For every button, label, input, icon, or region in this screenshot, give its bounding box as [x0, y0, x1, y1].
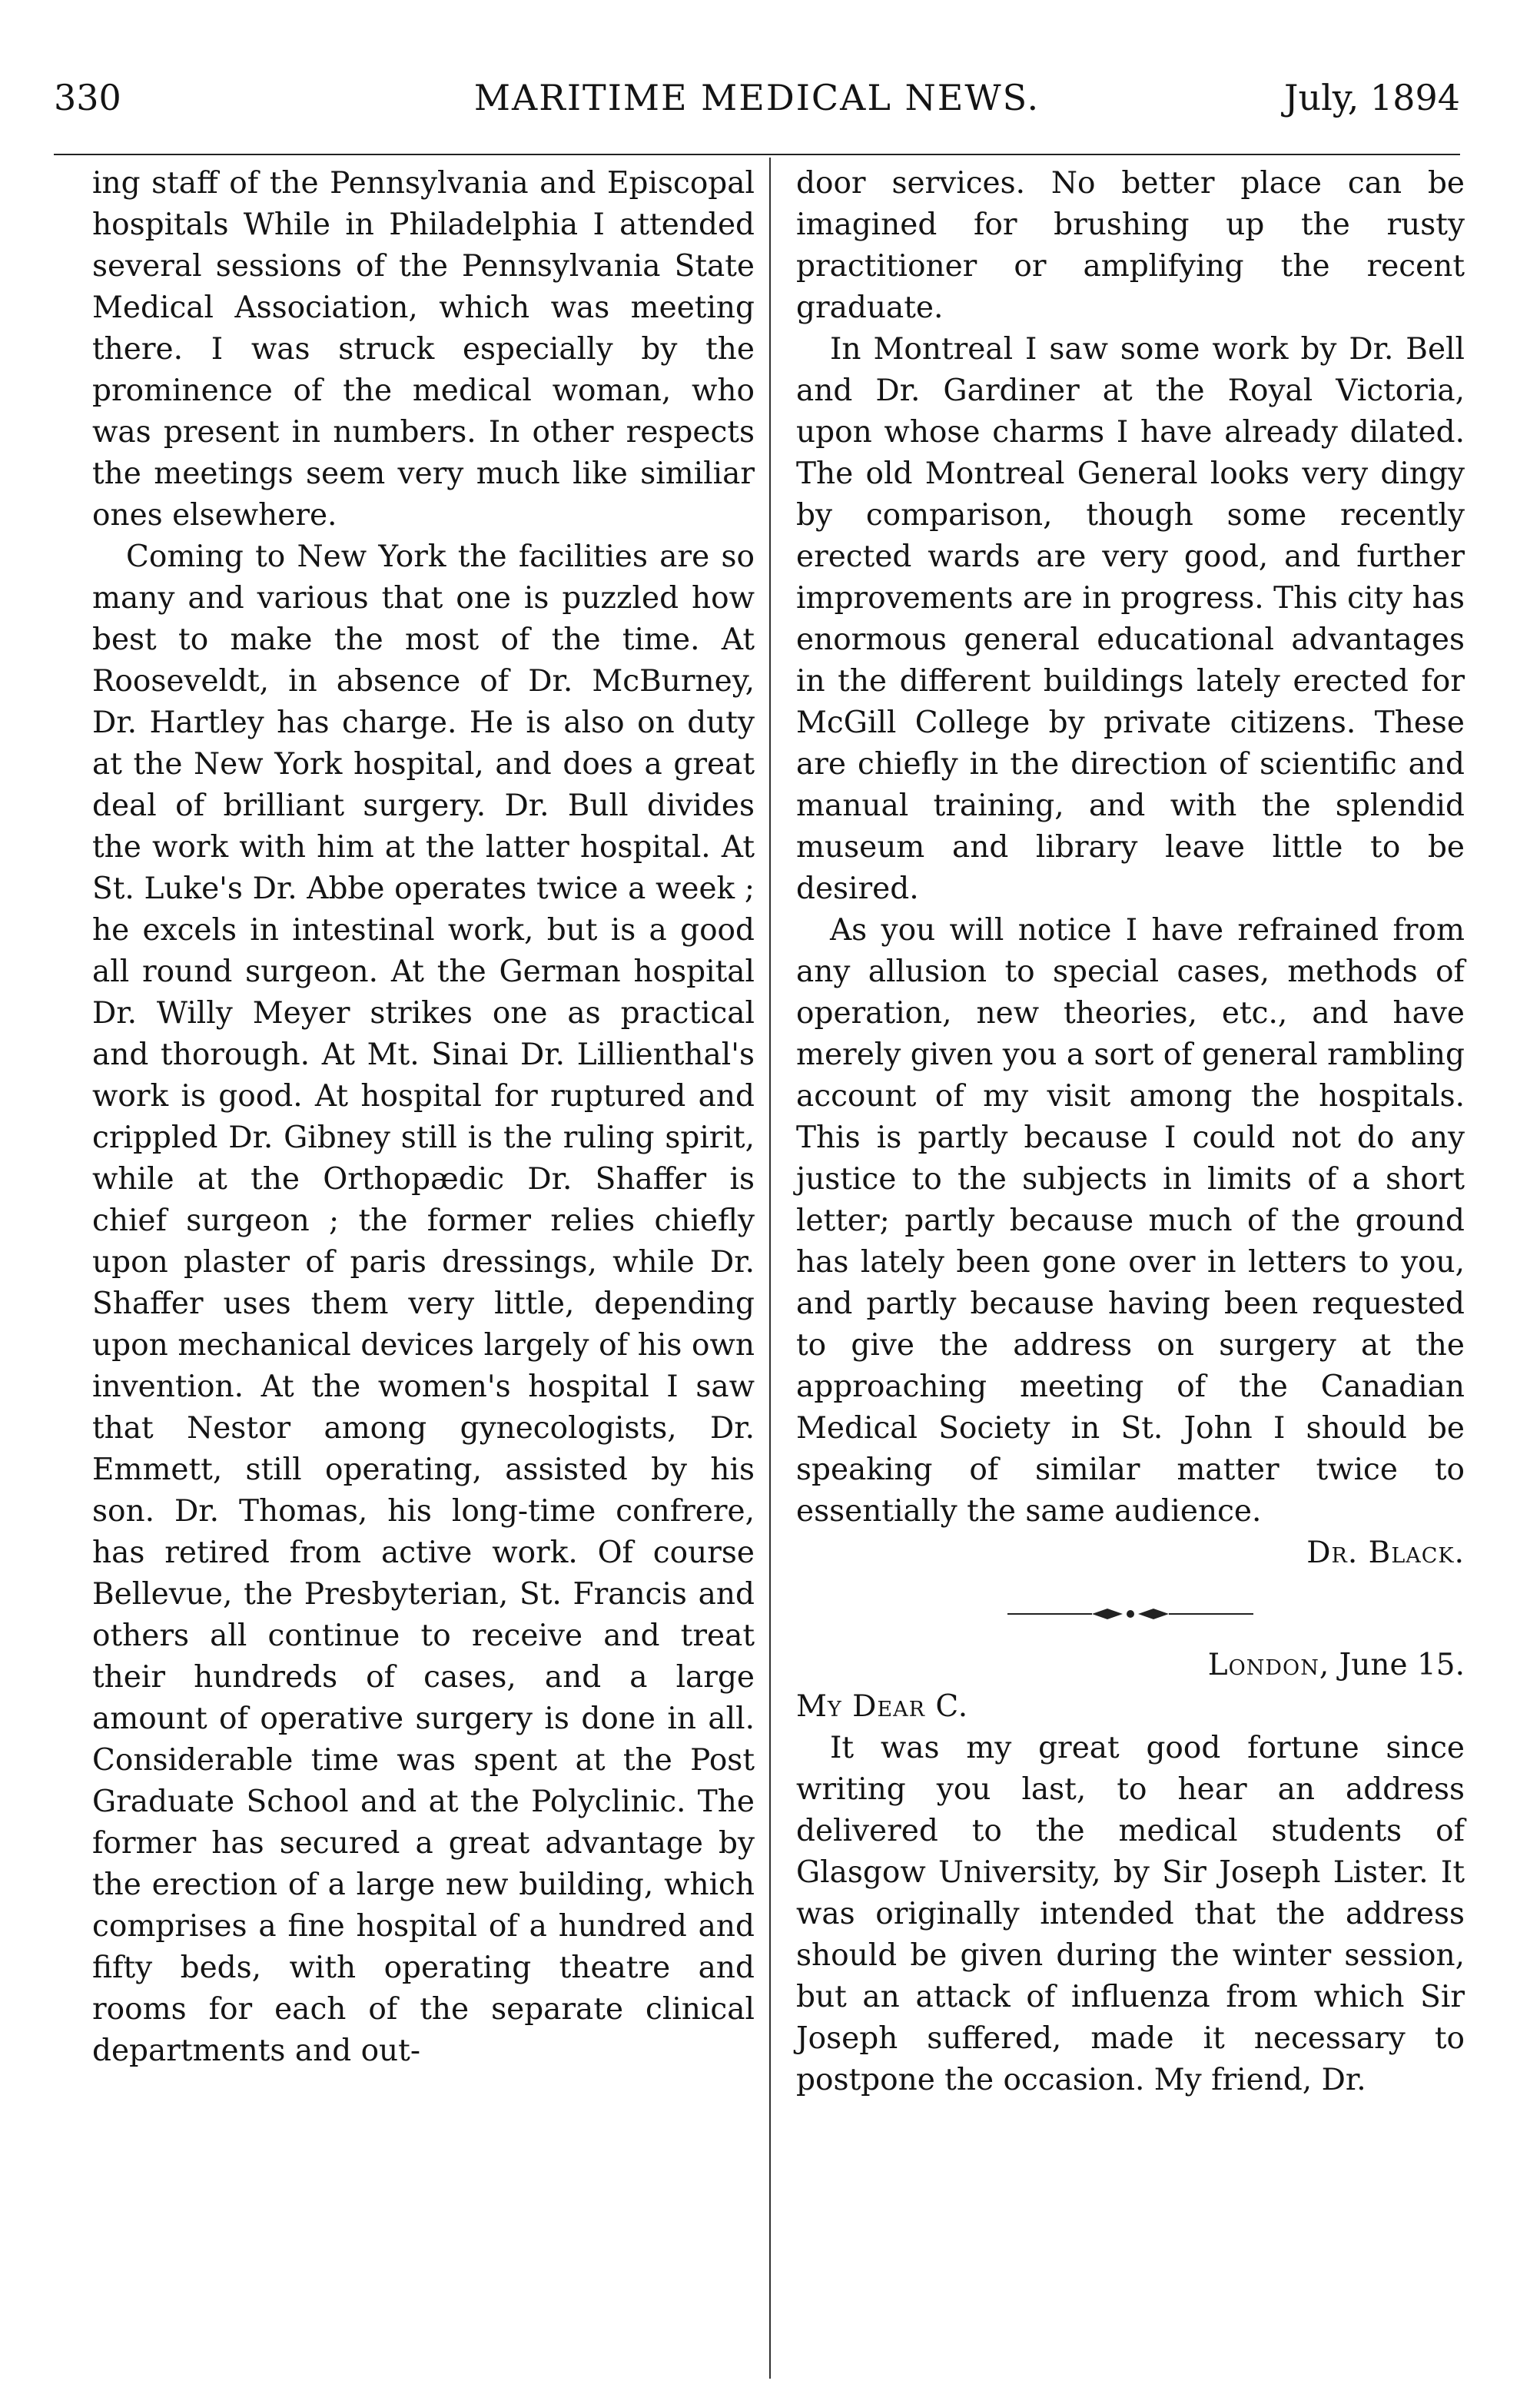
left-column — [92, 163, 755, 2072]
paragraph-lister-letter: It was my great good fortune since writing you last, to hear an address delivered to the medical students of Glasgow University, by Sir Joseph Lister. It was originally intended that the address should be given during the winter session, but an attack of influenza from which Sir Joseph suffered, made it necessary to postpone the occasion. My friend, Dr. — [796, 1731, 1465, 2097]
paragraph-continued: ing staff of the Pennsylvania and Episcopal hospitals While in Philadelphia I attended several sessions of the Pennsylvania State Medical Association, which was meeting there. I was struck especially by the prominence of the medical woman, who was present in numbers. In other respects the meetings seem very much like similiar ones elsewhere. — [92, 166, 755, 533]
author-signature: Dr. Black. — [1306, 1536, 1465, 1570]
paragraph-closing-remarks: As you will notice I have refrained from any allusion to special cases, methods of operation, new theories, etc., and have merely given you a sort of general rambling account of my visit among the hospitals. This is partly because I could not do any justice to the subjects in limits of a short letter; partly because much of the ground has lately been gone over in letters to you, and partly because having been requested to give the address on surgery at the approaching meeting of the Canadian Medical Society in St. John I should be speaking of similar matter twice to essentially the same audience. — [796, 913, 1465, 1529]
header-rule — [54, 154, 1460, 155]
letter-dateline — [796, 1645, 1465, 1686]
right-column — [796, 163, 1465, 2101]
dateline-date: June 15. — [1339, 1648, 1465, 1682]
page-header — [54, 71, 1460, 125]
journal-title: MARITIME MEDICAL NEWS. — [473, 77, 1040, 118]
paragraph-montreal: In Montreal I saw some work by Dr. Bell and Dr. Gardiner at the Royal Victoria, upon whose charms I have already dilated. The old Montreal General looks very dingy by comparison, though some recently erected wards are very good, and further improvements are in progress. This city has enormous general educational advantages in the different buildings lately erected for McGill College by private citizens. These are chiefly in the direction of scientific and manual training, and with the splendid museum and library leave little to be desired. — [796, 332, 1465, 906]
paragraph-new-york: Coming to New York the facilities are so many and various that one is puzzled how best to make the most of the time. At Rooseveldt, in absence of Dr. McBurney, Dr. Hartley has charge. He is also on duty at the New York hospital, and does a great deal of brilliant surgery. Dr. Bull divides the work with him at the latter hospital. At St. Luke's Dr. Abbe operates twice a week ; he excels in intestinal work, but is a good all round surgeon. At the German hospital Dr. Willy Meyer strikes one as practical and thorough. At Mt. Sinai Dr. Lillienthal's work is good. At hospital for ruptured and crippled Dr. Gibney still is the ruling spirit, while at the Orthopædic Dr. Shaffer is chief surgeon ; the former relies chiefly upon plaster of paris dressings, while Dr. Shaffer uses them very little, depending upon mechanical devices largely of his own invention. At the women's hospital I saw that Nestor among gynecologists, Dr. Emmett, still operating, assisted by his son. Dr. Thomas, his long-time confrere, has retired from active work. Of course Bellevue, the Presbyterian, St. Francis and others all continue to receive and treat their hundreds of cases, and a large amount of operative surgery is done in all. Considerable time was spent at the Post Graduate School and at the Polyclinic. The former has secured a great advantage by the erection of a large new building, which comprises a fine hospital of a hundred and fifty beds, with operating theatre and rooms for each of the separate clinical departments and out- — [92, 540, 755, 2068]
ornament-divider-icon — [1007, 1605, 1253, 1623]
section-ornament — [796, 1597, 1465, 1628]
column-divider — [769, 158, 771, 2379]
issue-date: July, 1894 — [1284, 77, 1460, 118]
letter-salutation: My Dear C. — [796, 1689, 969, 1724]
dateline-place: London, — [1207, 1648, 1330, 1682]
paragraph-continued-right: door services. No better place can be imagined for brushing up the rusty practitioner or amplifying the recent graduate. — [796, 166, 1465, 325]
page-number: 330 — [54, 77, 121, 118]
